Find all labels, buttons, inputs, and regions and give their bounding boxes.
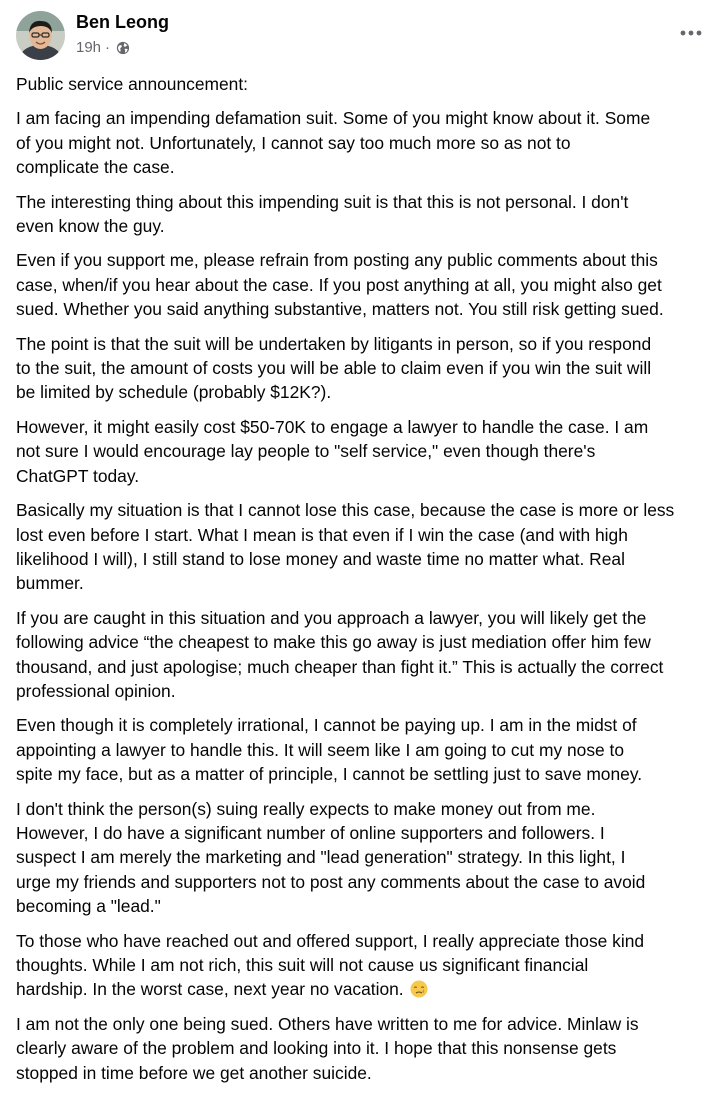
post-paragraph-with-emoji [16,929,716,1002]
globe-icon[interactable] [116,41,130,55]
post-paragraph: I am not the only one being sued. Others have written to me for advice. Minlaw is clearly aware of the problem and looking into it. I hope that this nonsense gets stopped in time before we get another suicide. [16,1013,639,1083]
post-paragraph: Even if you support me, please refrain from posting any public comments about this case, when/if you hear about the case. If you post anything at all, you might also get sued. Whether you said anything substantive, matters not. You still risk getting sued. [16,250,664,320]
avatar[interactable] [16,11,65,60]
more-options-button[interactable] [677,21,705,45]
post-paragraph: However, it might easily cost $50-70K to engage a lawyer to handle the case. I am not sure I would encourage lay people to "self service," even though there's ChatGPT today. [16,416,649,486]
post-paragraph: The interesting thing about this impending suit is that this is not personal. I don't even know the guy. [16,191,629,237]
post-paragraph: Public service announcement: [16,74,249,94]
avatar-photo [16,11,65,60]
post-paragraph: I don't think the person(s) suing really expects to make money out from me. However, I do have a significant number of online supporters and followers. I suspect I am merely the marketing and "lead generation" strategy. In this light, I urge my friends and supporters not to post any comments about the case to avoid becoming a "lead." [16,798,646,917]
post-body [16,72,716,1095]
post-timestamp[interactable]: 19h [76,39,102,56]
post-paragraph: If you are caught in this situation and you approach a lawyer, you will likely get the following advice “the cheapest to make this go away is just mediation offer him few thousand, and just apologise; much cheaper than fight it.” This is actually the correct professional opinion. [16,607,664,701]
post-paragraph: Basically my situation is that I cannot lose this case, because the case is more or less lost even before I start. What I mean is that even if I win the case (and with high likelihood I will), I still stand to lose money and waste time no matter what. Real bummer. [16,500,675,594]
post-header [16,11,707,61]
post-paragraph: Even though it is completely irrational, I cannot be paying up. I am in the midst of appointing a lawyer to handle this. It will seem like I am going to cut my nose to spite my face, but as a matter of principle, I cannot be settling just to save money. [16,715,643,785]
author-name[interactable]: Ben Leong [76,12,169,32]
post-paragraph-text: To those who have reached out and offered support, I really appreciate those kind thoughts. While I am not rich, this suit will not cause us significant financial hardship. In the worst case, next year no vacation. [16,930,645,1000]
post-paragraph: The point is that the suit will be undertaken by litigants in person, so if you respond to the suit, the amount of costs you will be able to claim even if you win the suit will be limited by schedule (probably $12K?). [16,333,652,403]
meta-separator: · [105,39,111,56]
post-meta [76,39,130,56]
post-paragraph: I am facing an impending defamation suit. Some of you might know about it. Some of you might not. Unfortunately, I cannot say too much more so as not to complicate the case. [16,108,651,178]
more-horizontal-icon [680,30,702,36]
crying-face-icon [410,980,428,998]
